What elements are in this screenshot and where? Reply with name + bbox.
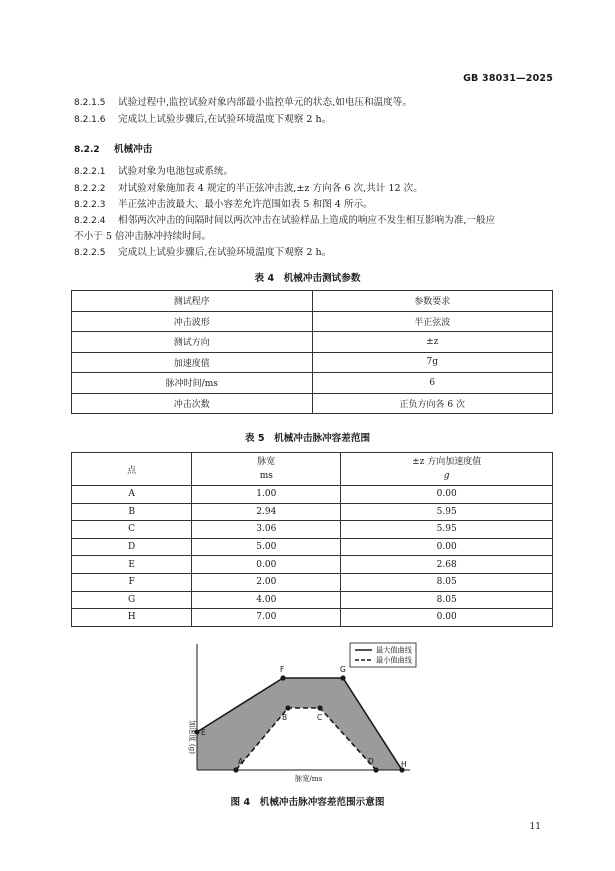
clause-number: 8.2.2.5 <box>74 248 106 258</box>
table-cell: 冲击次数 <box>72 393 313 414</box>
clause-text: 完成以上试验步骤后,在试验环境温度下观察 2 h。 <box>118 114 332 125</box>
table-row <box>72 609 553 627</box>
clause-number: 8.2.2.4 <box>74 216 106 226</box>
header-label: 脉宽 <box>257 457 276 467</box>
table-cell: 正负方向各 6 次 <box>312 393 553 414</box>
table-cell: 7g <box>312 352 553 373</box>
table-cell: B <box>72 503 192 521</box>
table-header-cell-acceleration <box>341 453 553 486</box>
clause-text: 试验对象为电池包或系统。 <box>118 166 234 177</box>
x-axis-label: 脉宽/ms <box>295 774 323 783</box>
table-row <box>72 311 553 332</box>
point-a-marker <box>233 767 238 772</box>
table-cell: F <box>72 573 192 591</box>
clause-text: 不小于 5 倍冲击脉冲持续时间。 <box>74 231 211 242</box>
clause-8-2-2-4 <box>74 214 495 228</box>
table5 <box>71 452 553 627</box>
table-header-row <box>72 291 553 312</box>
figure4-caption: 图 4 机械冲击脉冲容差范围示意图 <box>230 797 385 808</box>
table-row <box>72 573 553 591</box>
table-cell: 半正弦波 <box>312 311 553 332</box>
clause-8-2-2-2 <box>74 182 423 196</box>
table-cell: ±z <box>312 332 553 353</box>
table-row <box>72 538 553 556</box>
table-cell: 加速度值 <box>72 352 313 373</box>
clause-number: 8.2.1.6 <box>74 115 106 125</box>
table-row <box>72 352 553 373</box>
table-cell: 脉冲时间/ms <box>72 373 313 394</box>
clause-number: 8.2.1.5 <box>74 98 106 108</box>
clause-text: 相邻两次冲击的间隔时间以两次冲击在试验样品上造成的响应不发生相互影响为准,一般应 <box>118 215 496 226</box>
clause-8-2-2-1 <box>74 165 233 179</box>
table-cell: 0.00 <box>341 538 553 556</box>
point-b-marker <box>285 705 290 710</box>
clause-8-2-1-5 <box>74 96 412 110</box>
table-row <box>72 503 553 521</box>
table-header-cell: 测试程序 <box>72 291 313 312</box>
table-header-cell-width <box>192 453 341 486</box>
table-row <box>72 486 553 504</box>
table-cell: 8.05 <box>341 591 553 609</box>
clause-number: 8.2.2.2 <box>74 184 106 194</box>
header-label: ±z 方向加速度值 <box>412 457 482 467</box>
table-cell: 2.68 <box>341 556 553 574</box>
table-cell: 0.00 <box>341 486 553 504</box>
table-header-cell-point: 点 <box>72 453 192 486</box>
point-g-marker <box>340 675 345 680</box>
table-row <box>72 393 553 414</box>
point-b-label: B <box>282 713 288 722</box>
y-axis-label: 加速度 (g) <box>188 720 197 755</box>
table-cell: 1.00 <box>192 486 341 504</box>
table-cell: 5.95 <box>341 521 553 539</box>
table-header-row <box>72 453 553 486</box>
clause-number: 8.2.2.3 <box>74 200 106 210</box>
table-cell: A <box>72 486 192 504</box>
table-cell: 2.00 <box>192 573 341 591</box>
point-c-marker <box>317 705 322 710</box>
table-row <box>72 373 553 394</box>
section-heading-8-2-2 <box>74 141 152 155</box>
table-cell: 8.05 <box>341 573 553 591</box>
table-cell: 4.00 <box>192 591 341 609</box>
point-a-label: A <box>238 757 244 766</box>
clause-8-2-2-5 <box>74 246 331 260</box>
table-cell: C <box>72 521 192 539</box>
figure4-diagram <box>180 640 420 785</box>
point-g-label: G <box>340 665 346 674</box>
table5-caption: 表 5 机械冲击脉冲容差范围 <box>244 433 371 444</box>
point-c-label: C <box>317 713 323 722</box>
header-unit: ms <box>259 471 273 481</box>
clause-text: 试验过程中,监控试验对象内部最小监控单元的状态,如电压和温度等。 <box>118 97 412 108</box>
table-cell: 2.94 <box>192 503 341 521</box>
table-row <box>72 556 553 574</box>
clause-text: 完成以上试验步骤后,在试验环境温度下观察 2 h。 <box>118 247 332 258</box>
table-cell: 0.00 <box>192 556 341 574</box>
legend-min-label: 最小值曲线 <box>376 655 412 665</box>
point-f-label: F <box>280 665 285 674</box>
point-e-label: E <box>201 728 206 737</box>
clause-text: 对试验对象施加表 4 规定的半正弦冲击波,±z 方向各 6 次,共计 12 次。 <box>118 183 423 194</box>
table-cell: 7.00 <box>192 609 341 627</box>
clause-text: 半正弦冲击波最大、最小容差允许范围如表 5 和图 4 所示。 <box>118 199 373 210</box>
table-cell: 5.00 <box>192 538 341 556</box>
clause-8-2-1-6 <box>74 113 331 127</box>
point-d-marker <box>373 767 378 772</box>
clause-8-2-2-3 <box>74 198 373 212</box>
table-cell: 0.00 <box>341 609 553 627</box>
page-number: 11 <box>529 822 541 832</box>
table-cell: D <box>72 538 192 556</box>
legend-max-label: 最大值曲线 <box>376 645 412 655</box>
point-f-marker <box>280 675 285 680</box>
point-h-label: H <box>401 760 407 769</box>
table4-caption: 表 4 机械冲击测试参数 <box>254 273 361 284</box>
table-cell: 6 <box>312 373 553 394</box>
table-cell: 测试方向 <box>72 332 313 353</box>
clause-number: 8.2.2.1 <box>74 167 106 177</box>
section-number: 8.2.2 <box>74 145 100 155</box>
standard-code: GB 38031—2025 <box>463 73 553 84</box>
table-cell: 3.06 <box>192 521 341 539</box>
table-cell: E <box>72 556 192 574</box>
table-cell: G <box>72 591 192 609</box>
table-row <box>72 521 553 539</box>
section-title: 机械冲击 <box>114 144 153 155</box>
table-cell: 5.95 <box>341 503 553 521</box>
table-row <box>72 332 553 353</box>
table-cell: 冲击波形 <box>72 311 313 332</box>
point-d-label: D <box>368 757 374 766</box>
header-unit: g <box>443 471 450 481</box>
table-header-cell: 参数要求 <box>312 291 553 312</box>
table4 <box>71 290 553 414</box>
clause-8-2-2-4-continued <box>74 230 211 243</box>
table-row <box>72 591 553 609</box>
table-cell: H <box>72 609 192 627</box>
